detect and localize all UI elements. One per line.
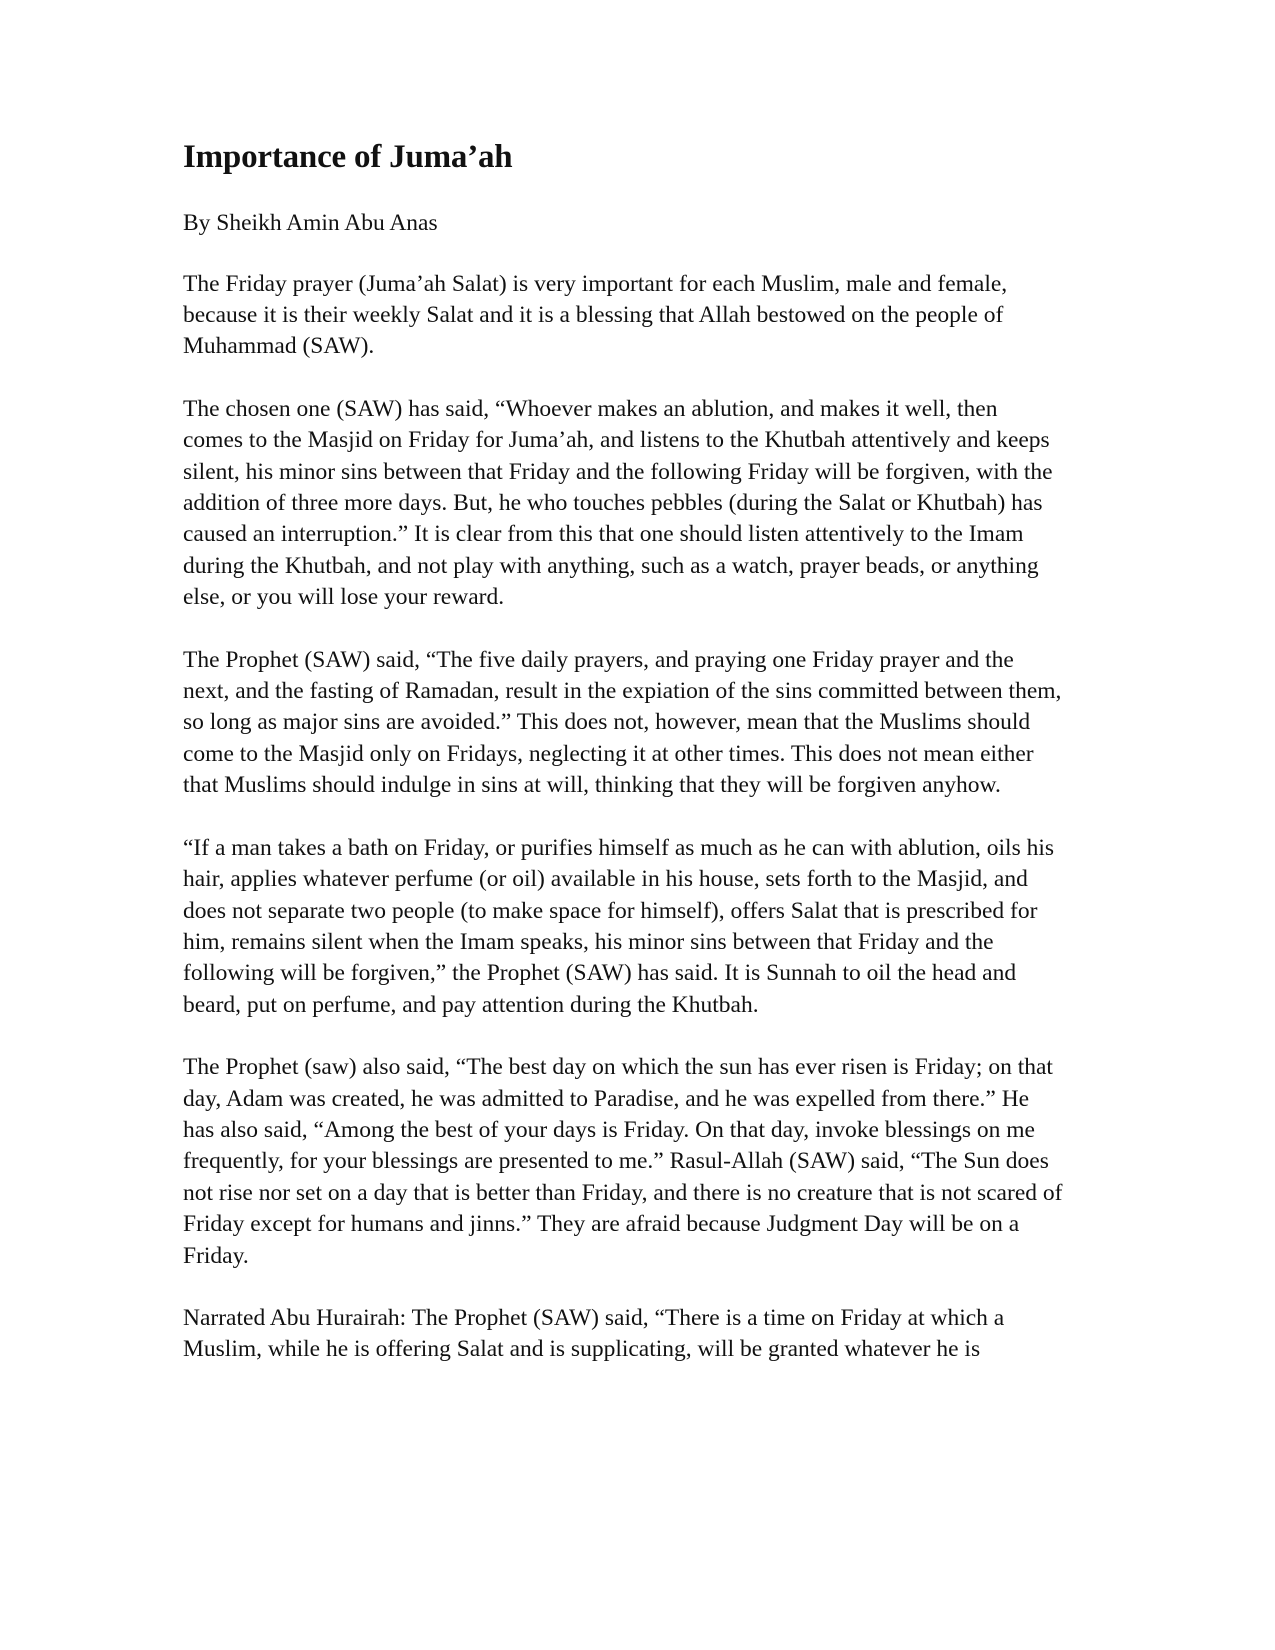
author-line: By Sheikh Amin Abu Anas (183, 209, 438, 236)
paragraph-1: The Friday prayer (Juma’ah Salat) is very important for each Muslim, male and female, because it is their weekly Salat and it is a blessing that Allah bestowed on the people of Muhammad (SAW). (183, 270, 1008, 360)
document-title: Importance of Juma’ah (183, 139, 513, 175)
paragraph-6: Narrated Abu Hurairah: The Prophet (SAW) said, “There is a time on Friday at which a Muslim, while he is offering Salat and is supplicating, will be granted whatever he is (183, 1304, 1005, 1363)
document-page (183, 138, 1063, 1397)
paragraph-4: “If a man takes a bath on Friday, or purifies himself as much as he can with ablution, oils his hair, applies whatever perfume (or oil) available in his house, sets forth to the Masjid, and does not separate two people (to make space for himself), offers Salat that is prescribed for him, remains silent when the Imam speaks, his minor sins between that Friday and the following will be forgiven,” the Prophet (SAW) has said. It is Sunnah to oil the head and beard, put on perfume, and pay attention during the Khutbah. (183, 834, 1055, 1018)
paragraph-5: The Prophet (saw) also said, “The best day on which the sun has ever risen is Friday; on that day, Adam was created, he was admitted to Paradise, and he was expelled from there.” He has also said, “Among the best of your days is Friday. On that day, invoke blessings on me frequently, for your blessings are presented to me.” Rasul-Allah (SAW) said, “The Sun does not rise nor set on a day that is better than Friday, and there is no creature that is not scared of Friday except for humans and jinns.” They are afraid because Judgment Day will be on a Friday. (183, 1054, 1063, 1269)
paragraph-2: The chosen one (SAW) has said, “Whoever makes an ablution, and makes it well, then comes to the Masjid on Friday for Juma’ah, and listens to the Khutbah attentively and keeps silent, his minor sins between that Friday and the following Friday will be forgiven, with the addition of three more days. But, he who touches pebbles (during the Salat or Khutbah) has caused an interruption.” It is clear from this that one should listen attentively to the Imam during the Khutbah, and not play with anything, such as a watch, prayer beads, or anything else, or you will lose your reward. (183, 395, 1053, 611)
paragraph-3: The Prophet (SAW) said, “The five daily prayers, and praying one Friday prayer and the next, and the fasting of Ramadan, result in the expiation of the sins committed between them, so long as major sins are avoided.” This does not, however, mean that the Muslims should come to the Masjid only on Fridays, neglecting it at other times. This does not mean either that Muslims should indulge in sins at will, thinking that they will be forgiven anyhow. (183, 646, 1062, 799)
